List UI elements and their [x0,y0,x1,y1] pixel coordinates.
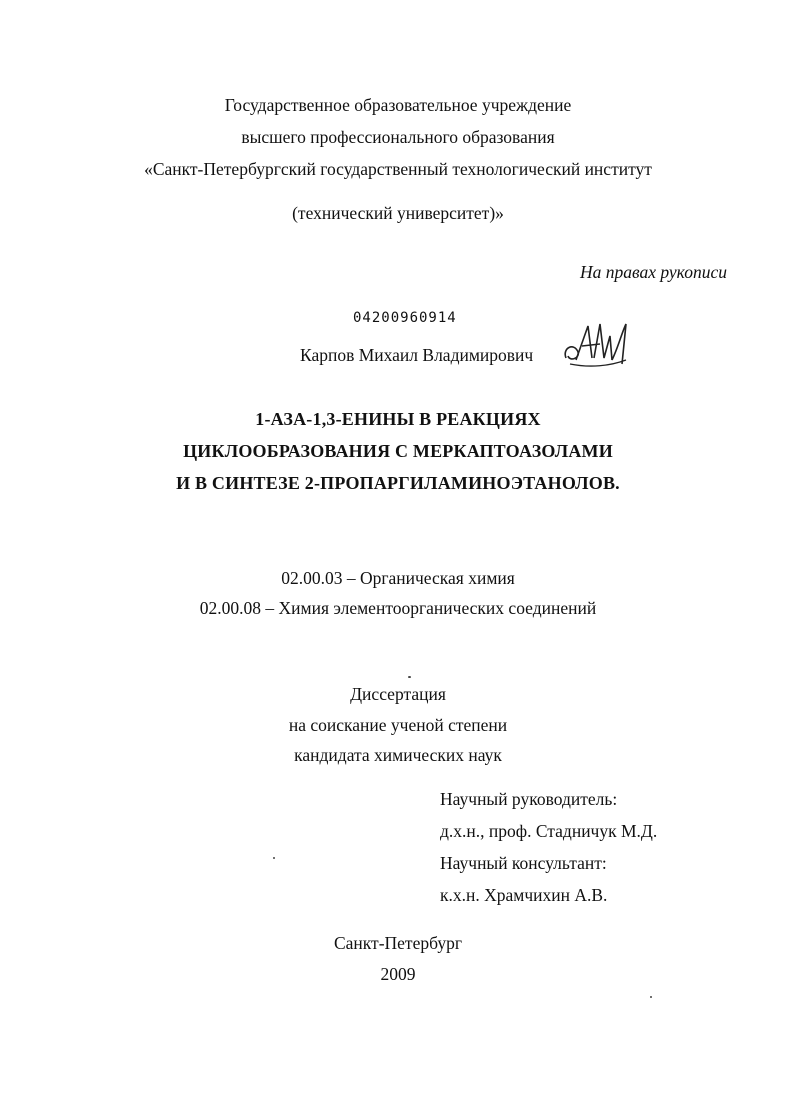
scan-speck [408,676,411,678]
institution-line-2: высшего профессионального образования [241,127,555,147]
author-name: Карпов Михаил Владимирович [300,345,534,365]
institution-line-1: Государственное образовательное учреждение [224,95,572,115]
specialty-1: 02.00.03 – Органическая химия [281,568,515,588]
degree-line-3: кандидата химических наук [294,745,502,765]
consultant-name: к.х.н. Храмчихин А.В. [440,885,608,905]
institution-line-3: «Санкт-Петербургский государственный технологический институт [144,159,652,179]
degree-type: Диссертация [350,684,446,704]
supervisor-label: Научный руководитель: [440,789,618,809]
manuscript-note: На правах рукописи [580,262,727,282]
signature-icon [560,318,632,374]
dissertation-title-line-1: 1-АЗА-1,3-ЕНИНЫ В РЕАКЦИЯХ [255,409,541,429]
registration-number: 04200960914 [353,310,457,326]
year: 2009 [380,964,416,984]
supervisor-name: д.х.н., проф. Стадничук М.Д. [440,821,658,841]
consultant-label: Научный консультант: [440,853,607,873]
scan-speck [650,996,652,998]
institution-line-4: (технический университет)» [292,203,504,223]
dissertation-title-line-2: ЦИКЛООБРАЗОВАНИЯ С МЕРКАПТОАЗОЛАМИ [183,441,613,461]
dissertation-title-line-3: И В СИНТЕЗЕ 2-ПРОПАРГИЛАМИНОЭТАНОЛОВ. [176,473,620,493]
city: Санкт-Петербург [333,933,463,953]
specialty-2: 02.00.08 – Химия элементоорганических соединений [199,598,597,618]
degree-line-2: на соискание ученой степени [288,715,508,735]
scan-speck [273,857,275,859]
